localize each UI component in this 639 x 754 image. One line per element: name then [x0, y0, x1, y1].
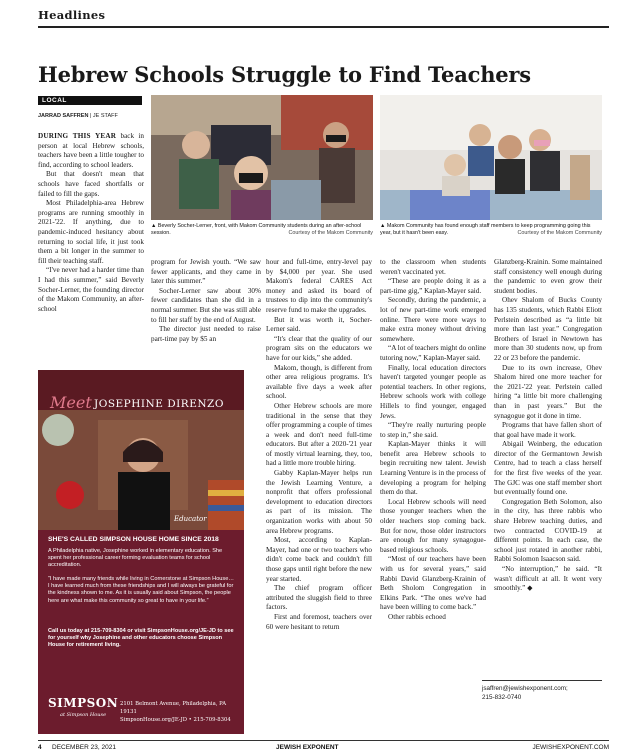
- article-paragraph: Congregation Beth Solomon, also in the city, has three rabbis who share Hebrew teaching duties, and two contracted COVID-19 at different points. In each case, the school just rotated in another rabbi, Rabbi Solomon Isaacson said.: [494, 497, 602, 564]
- contact-email[interactable]: jsaffren@jewishexponent.com;: [482, 685, 568, 692]
- article-paragraph: Gabby Kaplan-Mayer helps run the Jewish Learning Venture, a nonprofit that offers professional development to education directors as part of its mission. The organization works with about 50 area Hebrew programs.: [266, 469, 372, 535]
- ad-quote: “I have made many friends while living in Cornerstone at Simpson House… I have learned much from these friendships and I will always be grateful for the kindness shown to me. As it is usually said about Simpson, the people here are what make this community so great to have in your life.”: [48, 576, 234, 604]
- article-paragraph: Makom, though, is different from other area religious programs. It's available five days a week after school.: [266, 363, 372, 401]
- ad-person-name: JOSEPHINE DIRENZO: [94, 398, 224, 410]
- page-title: Hebrew Schools Struggle to Find Teachers: [38, 62, 531, 87]
- article-paragraph: Ohev Shalom of Bucks County has 135 students, which Rabbi Eliott Perlstein described as “a little bit more than last year.” Congregation Brothers of Israel in Newtown has more than 30 students now, up from 22 or 23 before the pandemic.: [494, 296, 602, 362]
- section-badge: LOCAL: [38, 96, 142, 105]
- photo-1-credit: Courtesy of the Makom Community: [288, 229, 373, 236]
- ad-hero: [38, 370, 244, 530]
- ad-logo-subtitle: at Simpson House: [60, 712, 107, 718]
- ad-call-to-action[interactable]: Call us today at 215-709-8304 or visit SimpsonHouse.org/JE-JD to see for yourself why Josephine and other educators choose Simpson House for retirement living.: [48, 628, 234, 649]
- ad-meet-label: Meet: [50, 393, 92, 412]
- article-paragraph: The director just needed to raise part-time pay by $5 an: [151, 325, 261, 343]
- website[interactable]: JEWISHEXPONENT.COM: [532, 744, 609, 751]
- page-number: 4: [38, 744, 42, 751]
- ad-address-block: [120, 700, 244, 724]
- article-paragraph: Glanzberg-Krainin. Some maintained staff consistency well enough during the pandemic to even grow their student bodies.: [494, 258, 602, 295]
- ad-address: 2101 Belmont Avenue, Philadelphia, PA 19131: [120, 701, 227, 715]
- top-rule: [38, 26, 609, 28]
- article-paragraph: Socher-Lerner saw about 30% fewer candidates than she did in a normal summer. But she was still able to fill her staff by the end of August.: [151, 286, 261, 324]
- photo-classroom-students: [151, 95, 373, 220]
- article-paragraph: DURING THIS YEAR back in person at local Hebrew schools, teachers have been a little tougher to find, according to school leaders.: [38, 132, 144, 169]
- ad-intro: A Philadelphia native, Josephine worked in elementary education. She spent her professional career forming evaluation teams for school accreditation.: [48, 548, 223, 569]
- article-paragraph: program for Jewish youth. “We saw fewer applicants, and they came in later this summer.”: [151, 258, 261, 286]
- article-column-2b: [151, 258, 261, 344]
- photo-1-image: [151, 95, 373, 220]
- article-paragraph: First and foremost, teachers over 60 were hesitant to return: [266, 612, 372, 631]
- author-role: JE STAFF: [92, 113, 118, 119]
- ad-footer: [38, 690, 244, 734]
- section-label: Headlines: [38, 8, 106, 22]
- article-paragraph: Most, according to Kaplan-Mayer, had one or two teachers who didn't come back and couldn't fill those gaps until right before the new year started.: [266, 536, 372, 583]
- article-paragraph: “No interruption,” he said. “It wasn't difficult at all. It went very smoothly.” ◆: [494, 565, 602, 593]
- article-paragraph: Abigail Weinberg, the education director of the Germantown Jewish Centre, had to teach a class herself for the first five weeks of the year. The GJC was one staff member short but eventually found one.: [494, 440, 602, 497]
- author-contact: [482, 680, 602, 702]
- article-paragraph: Most Philadelphia-area Hebrew programs are running smoothly in 2021-'22. If anything, due to pandemic-induced hesitancy about returning to social life, it just took them a bit longer in the summer to fill their teaching staff.: [38, 199, 144, 265]
- article-paragraph: Due to its own increase, Ohev Shalom hired one more teacher for the 2021-'22 year. Perlstein called hiring “a little bit more challenging than in past years.” But the synagogue got it done in time.: [494, 363, 602, 420]
- article-paragraph: hour and full-time, entry-level pay by $4,000 per year. She used Makom's federal CARES Act money and asked its board of trustees to dip into the community's reserve fund to make the upgrades.: [266, 258, 372, 314]
- article-paragraph: But it was worth it, Socher-Lerner said.: [266, 315, 372, 334]
- footer-rule: [38, 740, 609, 741]
- article-column-1: [38, 132, 144, 314]
- article-paragraph: Kaplan-Mayer thinks it will benefit area Hebrew schools to begin recruiting new talent. Jewish Learning Venture is in the process of developing a program for helping them do that.: [380, 440, 486, 497]
- photo-2-credit: Courtesy of the Makom Community: [517, 229, 602, 236]
- article-paragraph: “They're really nurturing people to step in,” she said.: [380, 421, 486, 439]
- article-paragraph: Secondly, during the pandemic, a lot of new part-time work emerged online. There were more ways to make extra money without driving somewhere.: [380, 296, 486, 343]
- article-paragraph: “A lot of teachers might do online tutoring now,” Kaplan-Mayer said.: [380, 344, 486, 362]
- author-name: JARRAD SAFFREN: [38, 113, 89, 119]
- issue-date: DECEMBER 23, 2021: [52, 744, 116, 751]
- ad-logo: SIMPSON: [48, 696, 119, 710]
- ad-website-phone[interactable]: SimpsonHouse.org/JE-JD • 215-709-8304: [120, 717, 231, 723]
- article-paragraph: Finally, local education directors haven't targeted younger people as potential teachers. In other regions, Hebrew schools work with college Hillels to find younger, engaged Jews.: [380, 363, 486, 420]
- advertisement-simpson-house[interactable]: [38, 370, 244, 734]
- article-paragraph: Local Hebrew schools will need those younger teachers when the older teachers stop coming back. But for now, those older instructors are enough for many synagogue-based religious schools.: [380, 497, 486, 554]
- lead-in: DURING THIS YEAR: [38, 132, 117, 140]
- article-paragraph: “I've never had a harder time than I had this summer,” said Beverly Socher-Lerner, the founding director of the Makom Community, an after-school: [38, 266, 144, 313]
- photo-group-students: [380, 95, 602, 220]
- article-paragraph: to the classroom when students weren't vaccinated yet.: [380, 258, 486, 276]
- contact-phone: 215-832-0740: [482, 694, 522, 701]
- article-paragraph: “It's clear that the quality of our program sits on the educators we have for our kids,” she added.: [266, 334, 372, 362]
- article-column-5: [494, 258, 602, 594]
- publication-name: JEWISH EXPONENT: [276, 744, 339, 751]
- byline: JARRAD SAFFREN | JE STAFF: [38, 113, 118, 119]
- article-paragraph: Programs that have fallen short of that goal have made it work.: [494, 421, 602, 439]
- ad-title: SHE'S CALLED SIMPSON HOUSE HOME SINCE 2018: [48, 536, 219, 543]
- photo-2-image: [380, 95, 602, 220]
- article-paragraph: The chief program officer attributed the sluggish field to three factors.: [266, 584, 372, 612]
- ad-educator-label: Educator: [174, 515, 207, 523]
- article-paragraph: But that doesn't mean that schools have faced shortfalls or failed to fill the gaps.: [38, 170, 144, 198]
- photo-2-caption: ▲ Makom Community has found enough staff members to keep programming going this year, but it hasn't been easy. Courtesy of the Makom Community: [380, 223, 602, 236]
- photo-1-caption: ▲ Beverly Socher-Lerner, front, with Makom Community students during an after-school session. Courtesy of the Makom Community: [151, 223, 373, 236]
- article-column-4: [380, 258, 486, 623]
- article-paragraph: Other rabbis echoed: [388, 612, 446, 621]
- article-column-3: [266, 258, 372, 632]
- article-paragraph: “These are people doing it as a part-time gig,” Kaplan-Mayer said.: [380, 277, 486, 295]
- article-paragraph: “Most of our teachers have been with us for several years,” said Rabbi David Glanzberg-Krainin of Beth Sholom Congregation in Elkins Park. “The ones we've had have been willing to come back.”: [380, 555, 486, 612]
- article-paragraph: Other Hebrew schools are more traditional in the sense that they offer programming a couple of times a week and don't need full-time educators. But after a 2020-'21 year of mostly virtual learning, they, too, had a little more trouble hiring.: [266, 401, 372, 468]
